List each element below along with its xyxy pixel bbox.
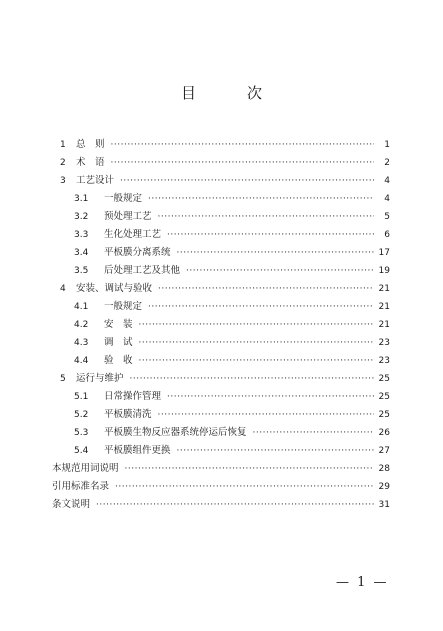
toc-entry (52, 154, 390, 172)
toc-entry-number: 3.4 (74, 248, 89, 258)
toc-entry (52, 388, 390, 406)
toc-dot-leader (148, 190, 374, 208)
toc-dot-leader (96, 496, 374, 514)
toc-entry (52, 334, 390, 352)
toc-entry (52, 226, 390, 244)
toc-entry-number: 1 (60, 140, 66, 150)
toc-dot-leader (115, 478, 374, 496)
toc-dot-leader (139, 352, 374, 370)
toc-entry (52, 298, 390, 316)
toc-dot-leader (111, 136, 374, 154)
toc-entry-page: 23 (378, 338, 390, 348)
toc-entry-title: 总 则 (76, 139, 105, 150)
toc-entry-number: 2 (60, 158, 66, 168)
toc-entry (52, 262, 390, 280)
toc-dot-leader (158, 406, 374, 424)
toc-entry-page: 29 (378, 482, 390, 492)
toc-entry (52, 244, 390, 262)
toc-entry-number: 3.3 (74, 230, 89, 240)
toc-dot-leader (139, 316, 374, 334)
toc-entry-page: 23 (378, 356, 390, 366)
toc-entry (52, 406, 390, 424)
toc-entry-number: 4.1 (74, 302, 89, 312)
toc-entry (52, 136, 390, 154)
toc-entry (52, 208, 390, 226)
toc-entry-page: 2 (384, 158, 390, 168)
toc-entry (52, 442, 390, 460)
toc-entry (52, 352, 390, 370)
toc-dot-leader (139, 334, 374, 352)
toc-entry-title: 引用标准名录 (52, 481, 110, 492)
toc-entry (52, 478, 390, 496)
toc-dot-leader (148, 298, 374, 316)
toc-entry-page: 21 (378, 320, 390, 330)
toc-entry-title: 平板膜清洗 (104, 409, 152, 420)
toc-dot-leader (167, 388, 374, 406)
toc-entry (52, 172, 390, 190)
toc-entry-title: 预处理工艺 (104, 211, 152, 222)
toc-entry-page: 21 (378, 284, 390, 294)
toc-dot-leader (186, 262, 374, 280)
toc-entry-page: 5 (384, 212, 390, 222)
toc-entry-page: 4 (384, 176, 390, 186)
toc-entry-page: 31 (378, 500, 390, 510)
toc-entry-page: 25 (378, 410, 390, 420)
toc-entry-number: 3.5 (74, 266, 89, 276)
toc-dot-leader (167, 226, 374, 244)
toc-entry-title: 一般规定 (104, 301, 143, 312)
toc-entry-number: 4.2 (74, 320, 89, 330)
toc-dot-leader (125, 460, 374, 478)
toc-entry-number: 5 (60, 374, 66, 384)
toc-entry-page: 17 (378, 248, 390, 258)
toc-entry-number: 5.3 (74, 428, 89, 438)
page-number: — 1 — (336, 575, 389, 590)
toc-dot-leader (253, 424, 374, 442)
toc-entry-number: 3.1 (74, 194, 89, 204)
toc-dot-leader (158, 208, 374, 226)
toc-entry-page: 19 (378, 266, 390, 276)
toc-entry-title: 术 语 (76, 157, 105, 168)
toc-entry-title: 工艺设计 (76, 175, 115, 186)
toc-entry (52, 496, 390, 514)
toc-entry-title: 平板膜分离系统 (104, 247, 171, 258)
toc-dot-leader (130, 370, 374, 388)
toc-entry-number: 4 (60, 284, 66, 294)
toc-entry-title: 平板膜生物反应器系统停运后恢复 (104, 427, 247, 438)
toc-entry-page: 26 (378, 428, 390, 438)
toc-entry-page: 21 (378, 302, 390, 312)
toc-entry-page: 4 (384, 194, 390, 204)
toc-entry-title: 后处理工艺及其他 (104, 265, 181, 276)
toc-entry (52, 424, 390, 442)
toc-dot-leader (177, 244, 374, 262)
toc-entry-page: 25 (378, 392, 390, 402)
toc-entry (52, 460, 390, 478)
table-of-contents (52, 136, 390, 514)
toc-dot-leader (158, 280, 374, 298)
toc-entry (52, 316, 390, 334)
toc-dot-leader (120, 172, 374, 190)
toc-entry-title: 平板膜组件更换 (104, 445, 171, 456)
toc-entry-title: 本规范用词说明 (52, 463, 119, 474)
toc-entry-title: 条文说明 (52, 499, 91, 510)
toc-entry-title: 安装、调试与验收 (76, 283, 153, 294)
toc-entry (52, 280, 390, 298)
toc-entry-number: 3.2 (74, 212, 89, 222)
toc-entry-page: 27 (378, 446, 390, 456)
toc-entry-page: 28 (378, 464, 390, 474)
toc-entry-page: 6 (384, 230, 390, 240)
toc-entry-title: 安 装 (104, 319, 133, 330)
toc-entry-page: 1 (384, 140, 390, 150)
toc-entry-number: 5.2 (74, 410, 89, 420)
toc-entry-title: 日常操作管理 (104, 391, 162, 402)
toc-entry-number: 4.3 (74, 338, 89, 348)
toc-entry-number: 5.4 (74, 446, 89, 456)
toc-entry-title: 验 收 (104, 355, 133, 366)
toc-entry (52, 190, 390, 208)
toc-entry-title: 生化处理工艺 (104, 229, 162, 240)
page-title: 目 次 (180, 84, 280, 102)
toc-entry-page: 25 (378, 374, 390, 384)
toc-entry (52, 370, 390, 388)
toc-dot-leader (177, 442, 374, 460)
toc-entry-number: 3 (60, 176, 66, 186)
toc-entry-number: 4.4 (74, 356, 89, 366)
toc-entry-title: 调 试 (104, 337, 133, 348)
toc-entry-title: 运行与维护 (76, 373, 124, 384)
toc-dot-leader (111, 154, 374, 172)
toc-entry-number: 5.1 (74, 392, 89, 402)
toc-entry-title: 一般规定 (104, 193, 143, 204)
